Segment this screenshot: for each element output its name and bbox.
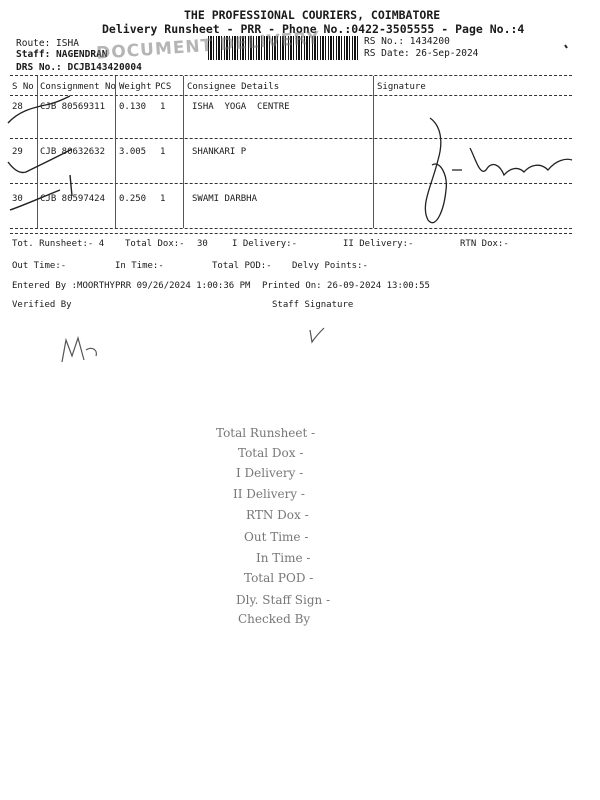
stamp-line: Dly. Staff Sign - [236,593,331,607]
route-label: Route: ISHA [16,38,79,49]
column-header-consignee: Consignee Details [187,82,280,92]
staff-signature-mark [310,328,324,342]
entered-by: Entered By :MOORTHYPRR 09/26/2024 1:00:36 PM [12,281,251,291]
ink-dot [565,45,567,48]
rs-number: RS No.: 1434200 [364,36,450,47]
tick-mark [8,96,70,123]
verifier-signature [62,338,96,362]
column-header-consignment: Consignment No [40,82,116,92]
row-pcs: 1 [160,194,166,204]
row-consignment: CJB 80569311 [40,102,106,112]
row-consignment: CJB 80597424 [40,194,106,204]
column-header-signature: Signature [377,82,426,92]
row-consignee: ISHA YOGA CENTRE [192,102,290,112]
staff-signature-label: Staff Signature [272,300,354,310]
printed-on: Printed On: 26-09-2024 13:00:55 [262,281,430,291]
row-weight: 3.005 [119,147,147,157]
in-time: In Time:- [115,261,164,271]
stamp-line: Checked By [238,612,311,626]
runsheet-subtitle: Delivery Runsheet - PRR - Phone No.:0422-3505555 - Page No.:4 [102,22,525,36]
row-pcs: 1 [160,102,166,112]
row-consignment: CJB 80632632 [40,147,106,157]
drs-number: DRS No.: DCJB143420004 [16,62,142,73]
total-dox: Total Dox:- [125,239,185,249]
column-header-sno: S No [12,82,34,92]
rtn-dox: RTN Dox:- [460,239,509,249]
stamp-line: I Delivery - [236,466,304,480]
i-delivery: I Delivery:- [232,239,298,249]
company-title: THE PROFESSIONAL COURIERS, COIMBATORE [184,8,441,22]
row-sno: 30 [12,194,23,204]
delvy-points: Delvy Points:- [292,261,368,271]
staff-label: Staff: NAGENDRAN [16,49,108,60]
verified-by: Verified By [12,300,72,310]
row-consignee: SHANKARI P [192,147,247,157]
column-header-pcs: PCS [155,82,172,92]
stamp-line: In Time - [256,551,311,565]
row-sno: 29 [12,147,23,157]
out-time: Out Time:- [12,261,67,271]
stamp-line: Out Time - [244,530,309,544]
consignee-signature [425,118,572,223]
tick-mark [8,149,72,173]
column-header-weight: Weight [119,82,152,92]
row-weight: 0.130 [119,102,147,112]
stamp-line: Total Runsheet - [216,426,316,440]
stamp-line: RTN Dox - [246,508,309,522]
row-weight: 0.250 [119,194,147,204]
document-delivery-stamp: DOCUMENT DELIVERY [95,28,321,64]
stamp-line: Total POD - [244,571,314,585]
total-runsheet: Tot. Runsheet:- 4 [12,239,105,249]
row-pcs: 1 [160,147,166,157]
rs-date: RS Date: 26-Sep-2024 [364,48,479,59]
stamp-line: Total Dox - [238,446,304,460]
tick-mark [10,175,72,210]
ii-delivery: II Delivery:- [343,239,414,249]
row-consignee: SWAMI DARBHA [192,194,258,204]
total-pod: Total POD:- [212,261,272,271]
row-sno: 28 [12,102,23,112]
stamp-line: II Delivery - [233,487,305,501]
total-dox-value: 30 [197,239,208,249]
